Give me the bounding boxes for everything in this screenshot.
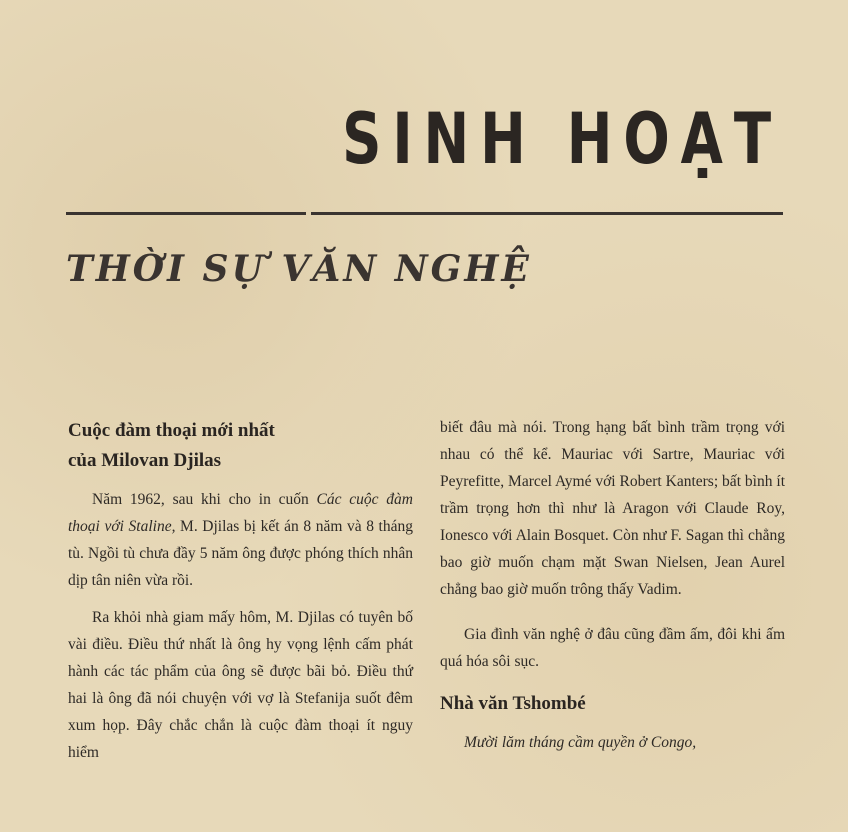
article-title-djilas (68, 416, 413, 476)
subsection-title: THỜI SỰ VĂN NGHỆ (66, 248, 532, 290)
header-rule-right (311, 212, 783, 215)
paragraph: Ra khỏi nhà giam mấy hôm, M. Djilas có tuyên bố vài điều. Điều thứ nhất là ông hy vọng lệnh cấm phát hành các tác phẩm của ông sẽ được bãi bỏ. Điều thứ hai là ông đã nói chuyện với vợ là Stefanija suốt đêm xum họp. Đây chắc chắn là cuộc đàm thoại ít nguy hiểm (68, 609, 413, 761)
paragraph (440, 729, 785, 756)
left-column (68, 412, 413, 766)
paragraph (68, 486, 413, 594)
paragraph: Gia đình văn nghệ ở đâu cũng đầm ấm, đôi khi ấm quá hóa sôi sục. (440, 626, 785, 670)
book-title-italic: Các cuộc đàm thoại với Staline, (68, 491, 413, 535)
article-title-line-1: Cuộc đàm thoại mới nhất (68, 420, 275, 441)
header-rule-left (66, 212, 306, 215)
article-title-line-2: của Milovan Djilas (68, 450, 222, 471)
article-title-tshombe: Nhà văn Tshombé (440, 693, 586, 714)
paragraph-text: M. Djilas bị kết án 8 năm và 8 tháng tù. Ngồi tù chưa đầy 5 năm ông được phóng thích nhân dịp tân niên vừa rồi. (68, 518, 413, 589)
paragraph: biết đâu mà nói. Trong hạng bất bình trầm trọng với nhau có thể kể. Mauriac với Sartre, Mauriac với Peyrefitte, Marcel Aymé với Robert Kanters; bất bình ít trầm trọng hơn thì như là Aragon với Claude Roy, Ionesco với Alain Bosquet. Còn như F. Sagan thì chẳng bao giờ muốn chạm mặt Swan Nielsen, Jean Aurel chẳng bao giờ muốn trông thấy Vadim. (440, 419, 785, 598)
section-title: SINH HOẠT (342, 98, 782, 180)
right-column (440, 412, 785, 756)
paragraph-text: Năm 1962, sau khi cho in cuốn (92, 491, 317, 508)
paragraph-italic: Mười lăm tháng cầm quyền ở Congo, (464, 734, 697, 751)
